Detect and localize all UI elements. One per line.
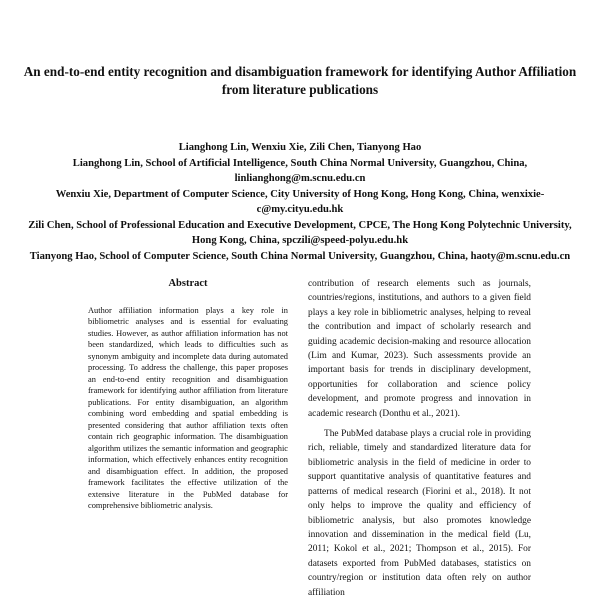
body-paragraph-1: contribution of research elements such as journals, countries/regions, institutions, and authors to a given field plays a key role in bibliometric analyses, helping to reveal the contribution and impact of scholarly research and guiding academic decision-making and resource allocation (Lim and Kumar, 2023). Such assessments provide an important basis for trends in disciplinary development, opportunities for collaboration and science policy development, and promote progress and innovation in academic research (Donthu et al., 2021). — [308, 279, 531, 419]
affiliation-4: Tianyong Hao, School of Computer Science, South China Normal University, Guangzhou, China, haoty@m.scnu.edu.cn — [29, 250, 571, 262]
body-paragraph-2: The PubMed database plays a crucial role in providing rich, reliable, timely and standardized literature data for bibliometric analysis in the field of medicine in order to support quantitative analysis of quantitative features and patterns of medical research (Fiorini et al., 2018). It not only helps to improve the quality and efficiency of bibliometric analysis, but also promotes knowledge innovation and dissemination in the medical field (Lu, 2011; Kokol et al., 2021; Thompson et al., 2015). For datasets exported from PubMed databases, statistics on country/region or institution data often rely on author affiliation — [308, 429, 531, 598]
abstract-text: Author affiliation information plays a key role in bibliometric analyses and is essential for evaluating studies. However, as author affiliation information has not been standardized, which leads to difficulties such as synonym ambiguity and incomplete data during automated processing. To address the challenge, this paper proposes an end-to-end entity recognition and disambiguation framework for identifying author affiliation from literature publications. For entity disambiguation, an algorithm combining word embedding and spatial embedding is presented considering that author affiliation texts often contain rich geographic information. The disambiguation algorithm utilizes the semantic information and geographic information, which effectively enhances entity recognition and disambiguation effect. In addition, the proposed framework facilitates the effective utilization of the extensive literature in the PubMed database for comprehensive bibliometric analysis. — [88, 305, 288, 510]
abstract-heading: Abstract — [168, 278, 208, 289]
affiliation-2: Wenxiu Xie, Department of Computer Science, City University of Hong Kong, Hong Kong, China, wenxixie-c@my.cityu.edu.hk — [55, 188, 545, 215]
affiliation-1: Lianghong Lin, School of Artificial Intelligence, South China Normal University, Guangzhou, China, linlianghong@m.scnu.edu.cn — [72, 157, 528, 184]
paper-title: An end-to-end entity recognition and disambiguation framework for identifying Author Affiliation from literature publications — [23, 64, 577, 97]
affiliation-3: Zili Chen, School of Professional Education and Executive Development, CPCE, The Hong Kong Polytechnic University, Hong Kong, China, spczili@speed-polyu.edu.hk — [28, 219, 572, 246]
abstract-column — [88, 278, 288, 512]
author-block — [20, 140, 580, 264]
body-column — [308, 277, 531, 600]
author-list: Lianghong Lin, Wenxiu Xie, Zili Chen, Tianyong Hao — [178, 142, 422, 153]
